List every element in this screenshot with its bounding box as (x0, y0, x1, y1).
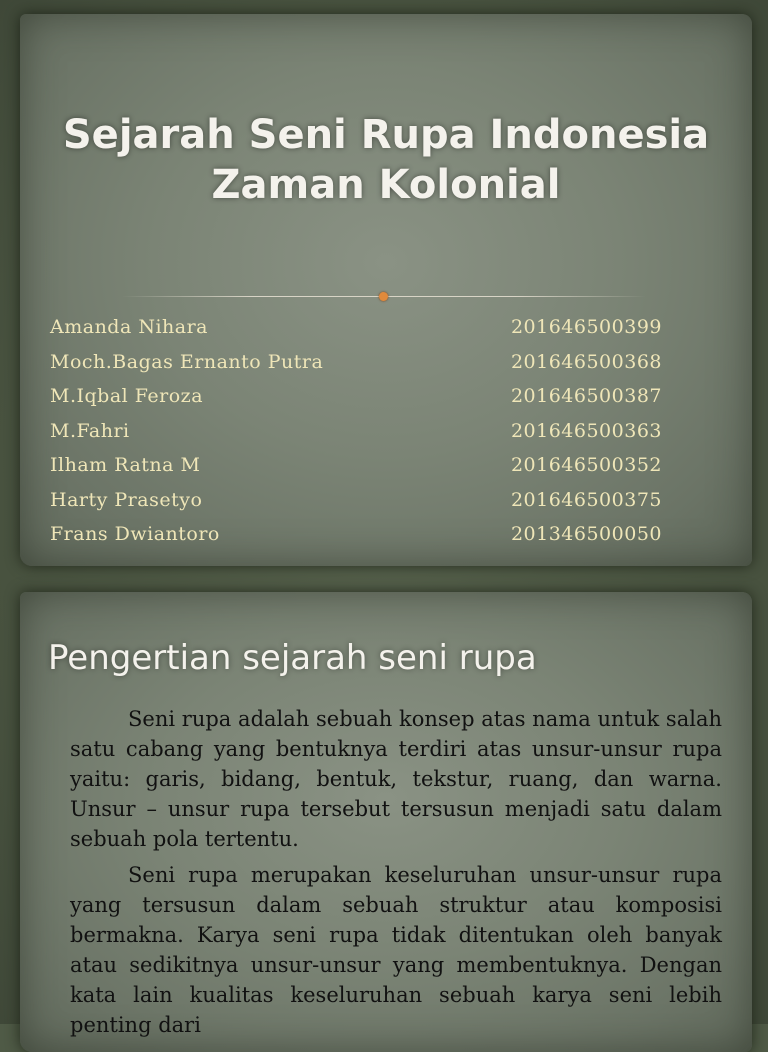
member-nim: 201646500399 (510, 316, 662, 338)
member-row (50, 448, 670, 483)
divider-dot-icon (379, 292, 388, 301)
member-name: Amanda Nihara (50, 316, 209, 338)
member-nim: 201346500050 (510, 523, 662, 545)
member-name: M.Iqbal Feroza (50, 385, 204, 407)
member-list (50, 310, 670, 552)
member-row (50, 310, 670, 345)
paragraph: Seni rupa merupakan keseluruhan unsur-unsur rupa yang tersusun dalam sebuah struktur atau komposisi bermakna. Karya seni rupa tidak ditentukan oleh banyak atau sedikitnya unsur-unsur yang membentuknya. Dengan kata lain kualitas keseluruhan sebuah karya seni lebih penting dari (70, 863, 722, 1037)
paragraph: Seni rupa adalah sebuah konsep atas nama untuk salah satu cabang yang bentuknya terdiri atas unsur-unsur rupa yaitu: garis, bidang, bentuk, tekstur, ruang, dan warna. Unsur – unsur rupa tersebut tersusun menjadi satu dalam sebuah pola tertentu. (70, 707, 722, 851)
member-name: M.Fahri (50, 419, 130, 442)
member-name: Harty Prasetyo (50, 488, 203, 511)
member-row (50, 345, 670, 380)
member-name: Moch.Bagas Ernanto Putra (50, 350, 324, 373)
member-row (50, 517, 670, 552)
title-slide (20, 14, 752, 566)
member-name: Ilham Ratna M (50, 454, 201, 476)
member-row (50, 379, 670, 414)
member-name: Frans Dwiantoro (50, 523, 220, 545)
member-nim: 201646500375 (510, 488, 662, 511)
slide-heading: Pengertian sejarah seni rupa (48, 638, 537, 678)
slide-title (20, 110, 752, 210)
member-nim: 201646500368 (510, 350, 662, 373)
slide-body (70, 704, 722, 1046)
content-slide (20, 592, 752, 1052)
member-nim: 201646500363 (510, 419, 662, 442)
member-row (50, 483, 670, 518)
member-nim: 201646500387 (510, 385, 662, 407)
title-line-2: Zaman Kolonial (211, 162, 561, 208)
member-row (50, 414, 670, 449)
title-line-1: Sejarah Seni Rupa Indonesia (62, 112, 710, 158)
member-nim: 201646500352 (510, 454, 662, 476)
